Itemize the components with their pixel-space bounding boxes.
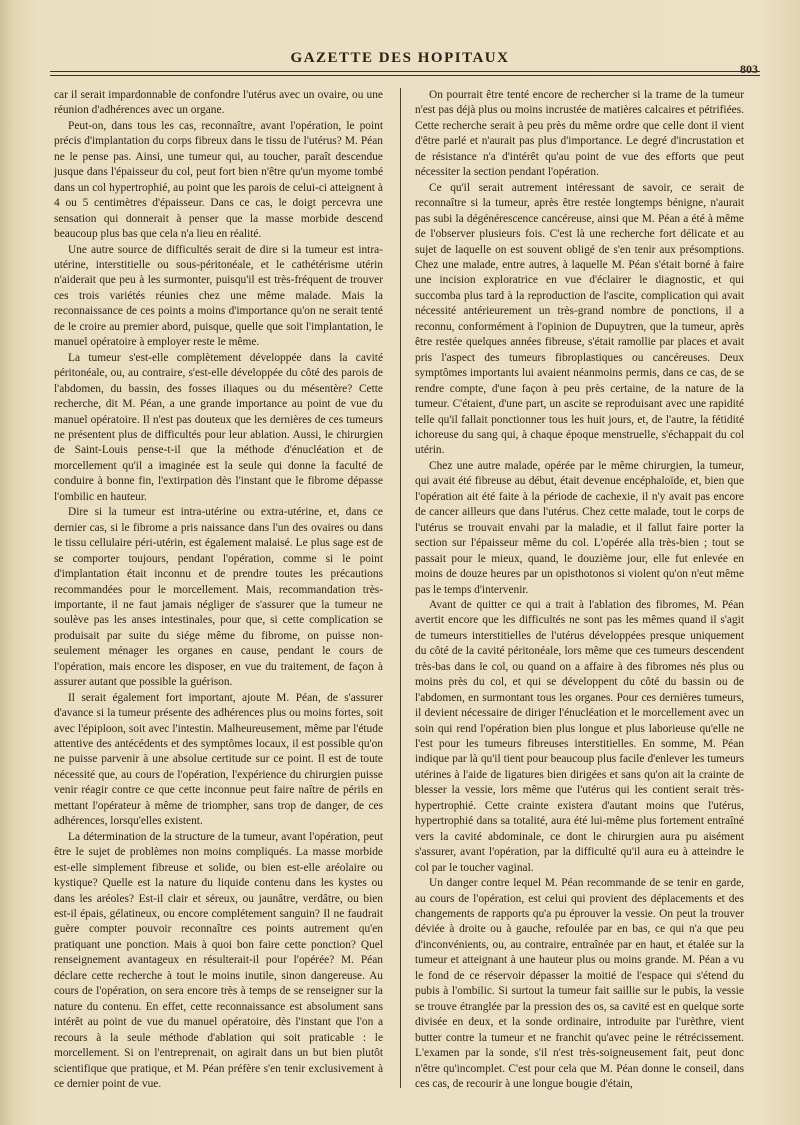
paragraph: Ce qu'il serait autrement intéressant de savoir, ce serait de reconnaître si la tumeur, après être restée longtemps bénigne, n'aurait pas subi la dégénérescence cancéreuse, ainsi que M. Péan a été à même de l'observer plusieurs fois. C'est là une recherche fort délicate et au sujet de laquelle on est souvent obligé de s'en tenir aux présomptions. Chez une malade, entre autres, à laquelle M. Péan s'était borné à faire une incision exploratrice en vue d'éclairer le diagnostic, et qui succomba plus tard à la reproduction de l'ascite, complication qui avait nécessité antérieurement un très-grand nombre de ponctions, il a reconnu, conformément à l'opinion de Dupuytren, que la tumeur, après être restée quelques années fibreuse, s'était ramollie par places et avait pris l'aspect des tumeurs fibroplastiques ou cancéreuses. Deux symptômes importants lui avaient néanmoins permis, dans ce cas, de se rendre compte, d'une façon à peu près certaine, de la nature de la tumeur. C'étaient, d'une part, un ascite se reproduisant avec une rapidité telle qu'il fallait ponctionner tous les huit jours, et, de l'autre, la fétidité ichoreuse du sang qui, à chaque époque menstruelle, s'échappait du col utérin. <box>415 181 744 457</box>
column-divider <box>400 88 401 1088</box>
header-rule <box>50 71 760 72</box>
left-column <box>54 88 383 1092</box>
text-columns <box>54 88 750 1098</box>
journal-title: GAZETTE DES HOPITAUX <box>290 50 510 66</box>
right-column <box>415 88 744 1092</box>
paragraph: On pourrait être tenté encore de rechercher si la trame de la tumeur n'est pas déjà plus ou moins incrustée de matières calcaires et pétrifiées. Cette recherche serait à peu près du même ordre que celle dont il vient d'être parlé et n'aurait pas plus d'importance. Le degré d'incrustation et de résistance n'a d'intérêt qu'au point de vue des efforts que peut nécessiter la section pendant l'opération. <box>415 89 744 179</box>
paragraph: Une autre source de difficultés serait de dire si la tumeur est intra-utérine, interstitielle ou sous-péritonéale, et le cathétérisme utérin n'aiderait que peu à les surmonter, puisqu'il est très-fréquent de trouver ces trois variétés réunies chez une même malade. Mais la reconnaissance de ces points a moins d'importance qu'on ne serait tenté de le croire au premier abord, puisque, quelle que soit l'implantation, le manuel opératoire à employer reste le même. <box>54 243 383 349</box>
paragraph: Peut-on, dans tous les cas, reconnaître, avant l'opération, le point précis d'implantation du corps fibreux dans le tissu de l'utérus? M. Péan ne le pense pas. Ainsi, une tumeur qui, au toucher, paraît descendue jusque dans l'épaisseur du col, peut fort bien n'être qu'un myome tombé dans un col hypertrophié, au point que les parois de celui-ci atteignent à 4 ou 5 centimètres d'épaisseur. Dans ce cas, le doigt percevra une sensation qui donnerait à penser que la masse morbide descend beaucoup plus bas que cela n'a lieu en réalité. <box>54 119 383 241</box>
paragraph: Chez une autre malade, opérée par le même chirurgien, la tumeur, qui avait été fibreuse au début, était devenue encéphaloïde, et, bien que l'opération ait été faite à la période de cachexie, il n'y avait pas encore de cancer ailleurs que dans l'utérus. Chez cette malade, tout le corps de l'utérus se trouvait envahi par la maladie, et il fallut faire porter la section sur l'épaisseur même du col. L'opérée alla très-bien ; tout se passait pour le mieux, quand, le douzième jour, elle fut enlevée en moins de douze heures par un opisthotonos si violent qu'on n'eut même pas le temps d'intervenir. <box>415 459 744 596</box>
paragraph: Il serait également fort important, ajoute M. Péan, de s'assurer d'avance si la tumeur présente des adhérences plus ou moins fortes, soit avec l'épiploon, soit avec l'intestin. Malheureusement, même par l'étude attentive des antécédents et des symptômes locaux, il est possible qu'on ne puisse parvenir à une absolue certitude sur ce point. Il est de toute nécessité que, au cours de l'opération, l'expérience du chirurgien puisse venir réagir contre ce que cette inconnue peut faire naître de périls en mettant l'opérateur à même de triompher, sans trop de danger, de ces adhérences, lorsqu'elles existent. <box>54 691 383 828</box>
paragraph: Avant de quitter ce qui a trait à l'ablation des fibromes, M. Péan avertit encore que les difficultés ne sont pas les mêmes quand il s'agit de tumeurs interstitielles de l'utérus développées presque uniquement du côté de la cavité péritonéale, lors même que ces tumeurs descendent très-bas dans le col, ou quand on a affaire à des fibromes nés plus ou moins près du col, et qui se développent du côté du bassin ou de l'abdomen, en surmontant tous les organes. Pour ces dernières tumeurs, il devient nécessaire de diriger l'énucléation et le morcellement avec un soin qui rend l'opération bien plus longue et plus laborieuse qu'elle ne l'est pour les tumeurs fibreuses interstitielles. En somme, M. Péan indique par là qu'il tient pour beaucoup plus facile d'enlever les tumeurs utérines à l'aide de ligatures bien dirigées et sans qu'on ait la crainte de blesser la vessie, lors même que l'utérus qui les contient serait très-hypertrophié. Cette crainte existera d'autant moins que l'utérus, hypertrophié dans sa totalité, aura été lui-même plus fortement entraîné vers la cavité abdominale, ce dont le chirurgien aura pu aisément s'assurer, avant l'opération, par la difficulté qu'il aura eu à atteindre le col par le toucher vaginal. <box>415 598 744 874</box>
page-header <box>40 44 760 84</box>
page-number: 803 <box>740 62 758 76</box>
paragraph: Un danger contre lequel M. Péan recommande de se tenir en garde, au cours de l'opération, est celui qui provient des déplacements et des changements de rapports qu'a pu éprouver la vessie. On peut la trouver déviée à droite ou à gauche, refoulée par en bas, ce qui n'a que peu d'inconvénients, ou, au contraire, entraînée par en haut, et étalée sur la tumeur et atteignant à une hauteur plus ou moins grande. M. Péan a vu le fond de ce réservoir dépasser la moitié de l'espace qui s'étend du pubis à l'ombilic. Si surtout la tumeur fait saillie sur le pubis, la vessie se trouve étranglée par la pression des os, sa cavité est en quelque sorte divisée en deux, et la sonde ordinaire, introduite par l'urèthre, vient butter contre la tumeur et ne franchit qu'avec peine le rétrécissement. L'examen par la sonde, s'il n'est très-soigneusement fait, peut donc n'être qu'incomplet. C'est pour cela que M. Péan donne le conseil, dans ces cas, de recourir à une longue bougie d'étain, <box>415 877 744 1090</box>
paragraph: Dire si la tumeur est intra-utérine ou extra-utérine, et, dans ce dernier cas, si le fibrome a pris naissance dans l'un des ovaires ou dans le tissu cellulaire péri-utérin, est également malaisé. Le plus sage est de se comporter toujours, pendant l'opération, comme si le point d'implantation était inconnu et de prendre toutes les précautions recommandées pour le morcellement. Mais, recommandation très-importante, il ne faut jamais négliger de s'assurer que la tumeur ne soulève pas les anses intestinales, pour que, si cette complication se produisait par suite du siége même du fibrome, on puisse non-seulement ménager les organes en cause, pendant le cours de l'opération, mais encore les disposer, en vue du traitement, de façon à assurer autant que possible la guérison. <box>54 506 383 689</box>
paragraph: car il serait impardonnable de confondre l'utérus avec un ovaire, ou une réunion d'adhérences avec un organe. <box>54 89 383 117</box>
paragraph: La détermination de la structure de la tumeur, avant l'opération, peut être le sujet de problèmes non moins compliqués. La masse morbide est-elle simplement fibreuse et solide, ou bien est-elle aréolaire ou kystique? Quelle est la nature du liquide contenu dans les kystes ou dans les aréoles? Est-il clair et séreux, ou jaunâtre, verdâtre, ou bien est-il épais, gélatineux, ou encore complétement sanguin? Il ne faudrait guère compter pouvoir reconnaître ces points autrement qu'en pratiquant une ponction. Mais à quoi bon faire cette ponction? Quel renseignement avantageux en résulterait-il pour l'opérée? M. Péan déclare cette recherche à tout le moins inutile, sinon dangereuse. Au cours de l'opération, on sera encore très à temps de se renseigner sur la nature du contenu. En effet, cette reconnaissance est absolument sans intérêt au point de vue du manuel opératoire, dès l'instant que l'on a recours à la seule méthode d'ablation qui soit praticable : le morcellement. Si on l'entreprenait, on agirait dans un but bien plutôt scientifique que pratique, et M. Péan préfère s'en tenir exclusivement à ce dernier point de vue. <box>54 830 383 1090</box>
paragraph: La tumeur s'est-elle complètement développée dans la cavité péritonéale, ou, au contraire, s'est-elle développée du côté des parois de l'abdomen, du bassin, des fosses iliaques ou du mésentère? Cette recherche, dit M. Péan, a une grande importance au point de vue du manuel opératoire. Il n'est pas douteux que les dernières de ces tumeurs ne présentent plus de difficultés pour leur ablation. Aussi, le chirurgien de Saint-Louis pense-t-il que la méthode d'énucléation et de morcellement qu'il a imaginée est la seule qui donne la faculté de conduire à bonne fin, l'extirpation dès l'instant que le fibrome dépasse l'ombilic en hauteur. <box>54 351 383 503</box>
header-rule-thin <box>50 75 760 76</box>
